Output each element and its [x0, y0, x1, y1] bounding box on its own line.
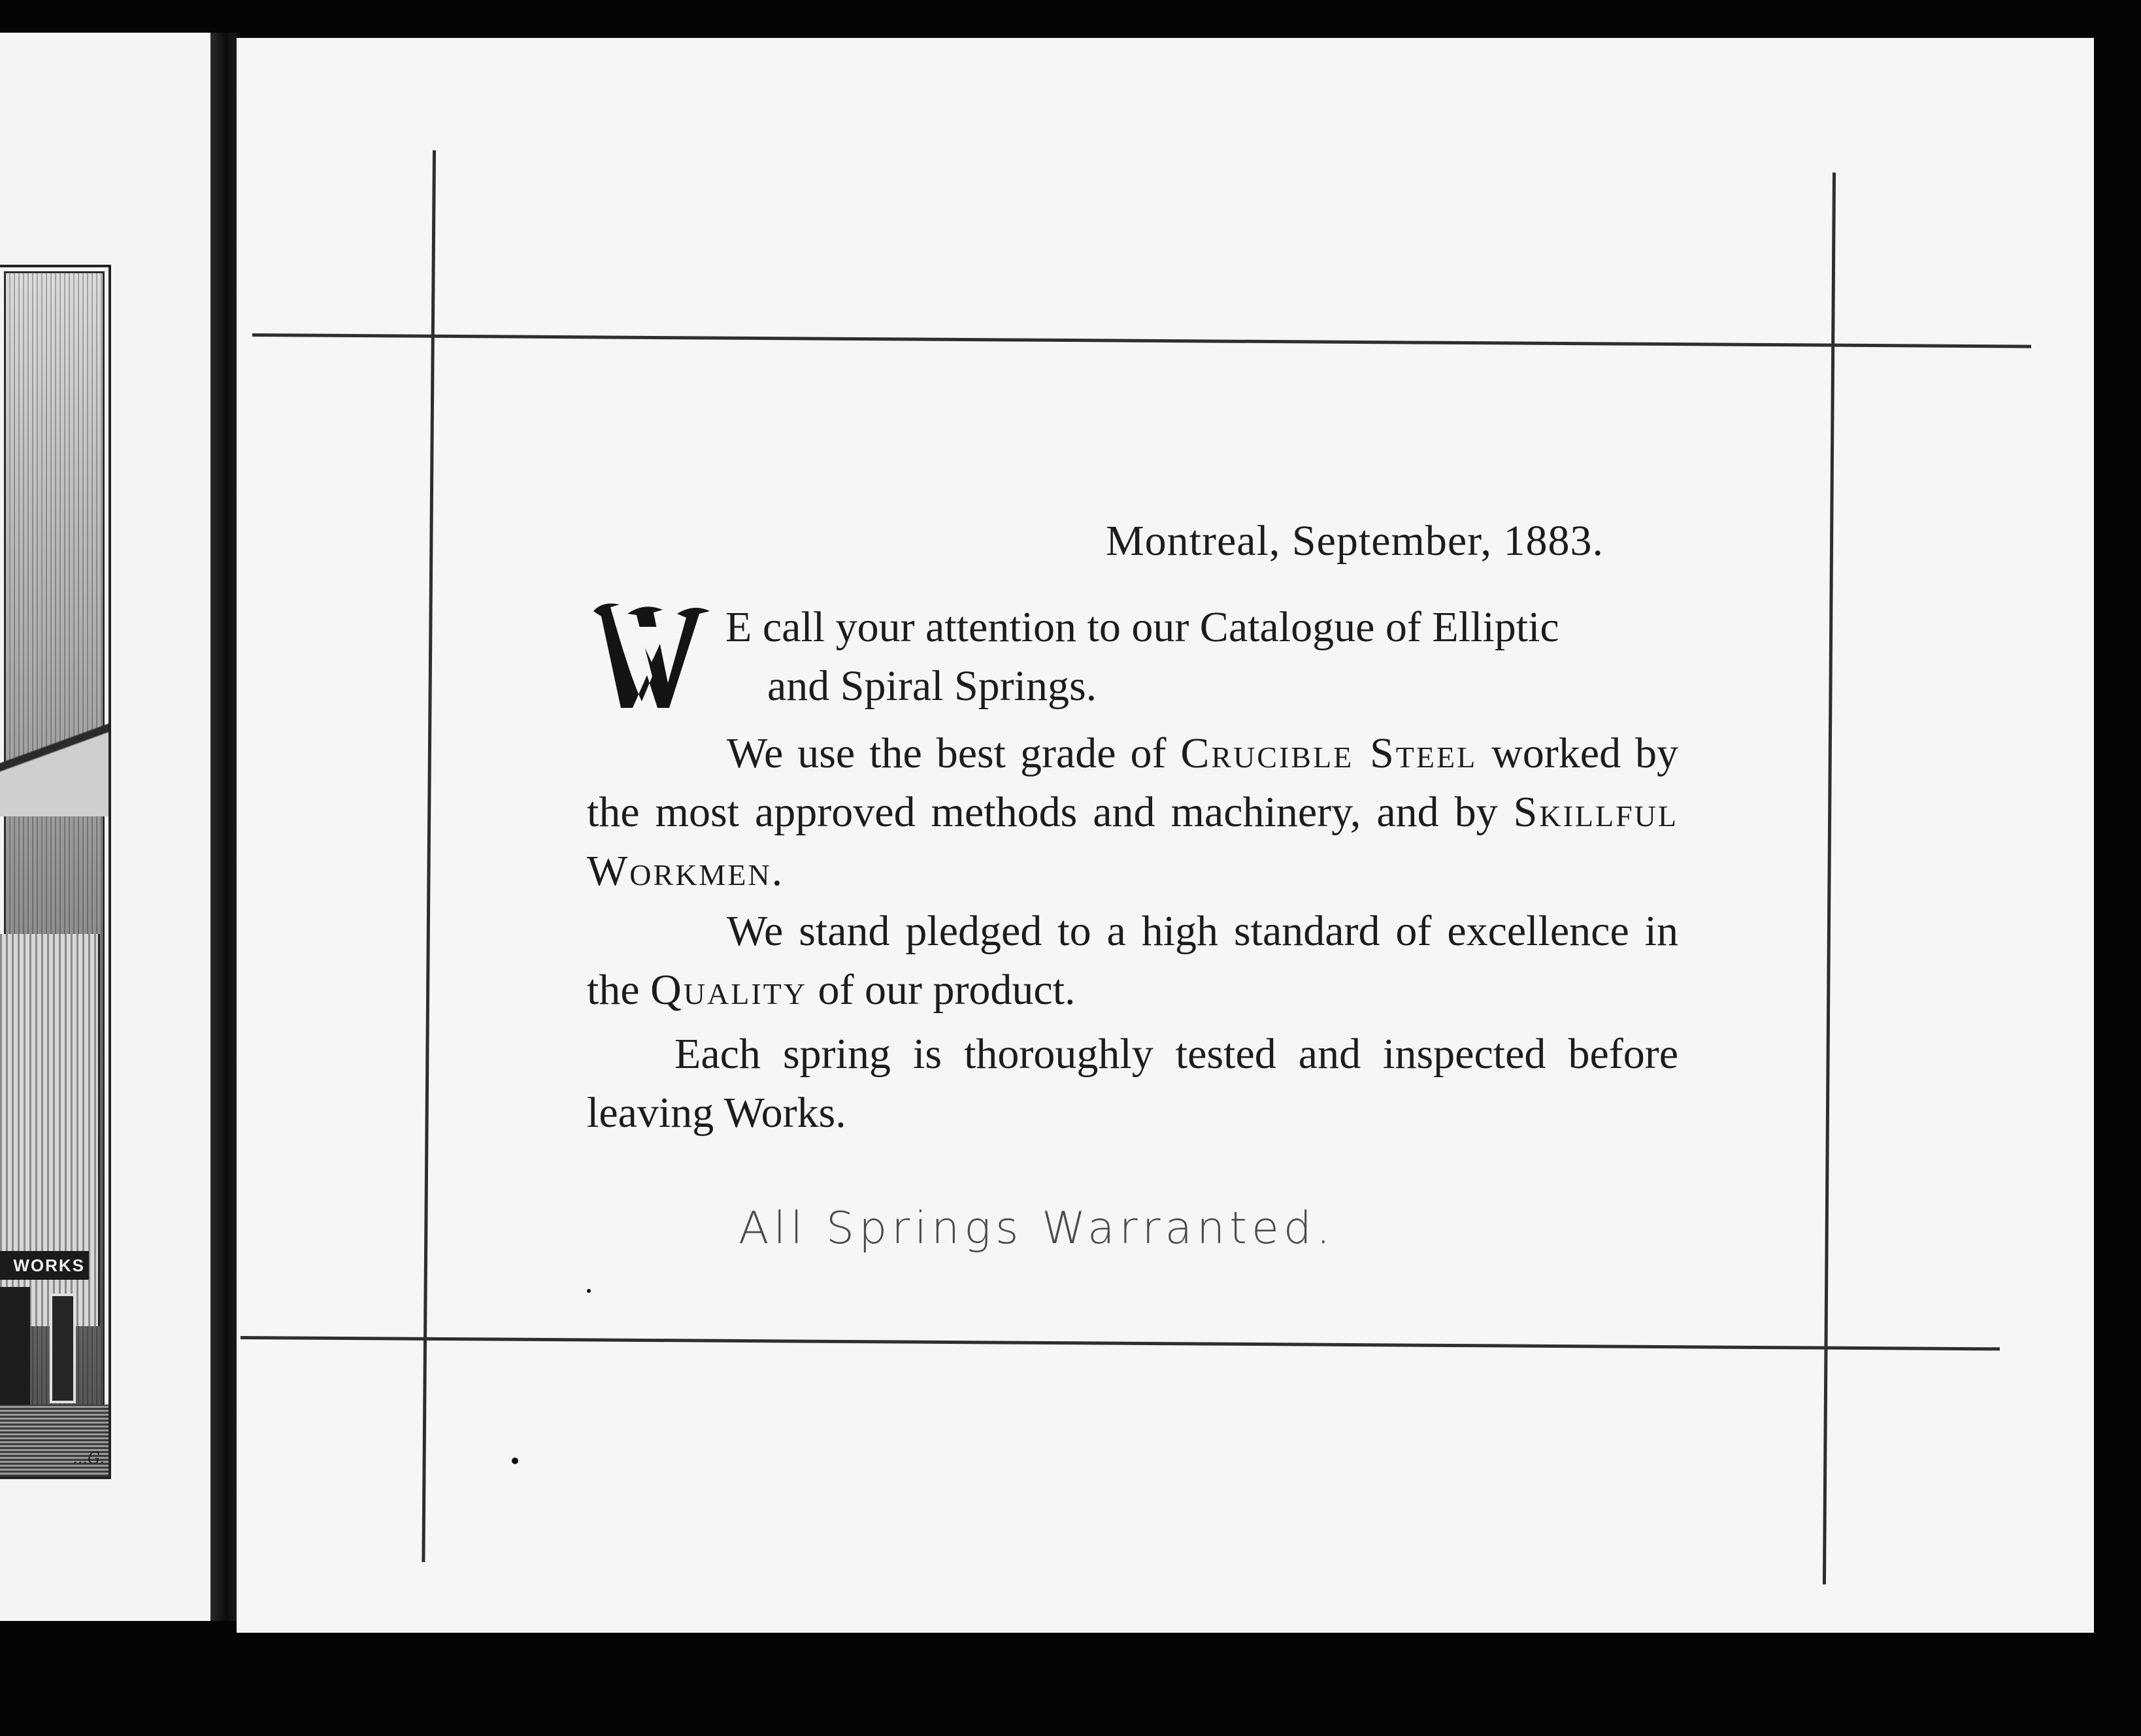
decorated-initial-w-icon: [589, 598, 714, 712]
paragraph-1: [725, 598, 1680, 716]
decorated-initial: [589, 598, 714, 712]
book-gutter: [210, 33, 237, 1621]
emphasis-quality: Quality: [650, 966, 807, 1014]
paragraph-3: [587, 902, 1678, 1020]
engraving-credit: ...G.: [73, 1449, 105, 1467]
paragraph-1-line-1: E call your attention to our Catalogue of Elliptic: [725, 603, 1559, 651]
dateline: Montreal, September, 1883.: [1106, 517, 1604, 565]
factory-engraving: [0, 265, 111, 1479]
ink-speck: [512, 1458, 518, 1464]
paragraph-2-text-c: .: [771, 847, 783, 895]
paragraph-4: Each spring is thoroughly tested and inspected before leaving Works.: [587, 1030, 1678, 1137]
paragraph-2: [587, 724, 1678, 901]
right-rule: [1823, 173, 1836, 1584]
bottom-rule: [241, 1336, 2000, 1350]
left-rule: [422, 150, 436, 1562]
paragraph-2-text-b: worked by the most approved methods and machinery, and by: [587, 729, 1678, 836]
top-rule: [252, 333, 2031, 348]
emphasis-skillful-workmen: Skillful Workmen: [587, 788, 1678, 895]
ink-speck: [587, 1289, 591, 1293]
paragraph-3-text-a: We stand pledged to a high standard of excellence in the: [587, 907, 1678, 1014]
paragraph-1-line-2: and Spiral Springs.: [767, 662, 1097, 710]
left-page: [0, 33, 210, 1621]
engraving-roof: [0, 686, 108, 816]
engraving-sign: WORKS: [0, 1251, 89, 1280]
engraving-window: [50, 1294, 76, 1403]
emphasis-crucible-steel: Crucible Steel: [1180, 729, 1478, 777]
warranty-motto: All Springs Warranted.: [739, 1203, 1335, 1254]
paragraph-3-text-b: of our product.: [806, 966, 1076, 1014]
paragraph-2-text-a: We use the best grade of: [727, 729, 1181, 777]
